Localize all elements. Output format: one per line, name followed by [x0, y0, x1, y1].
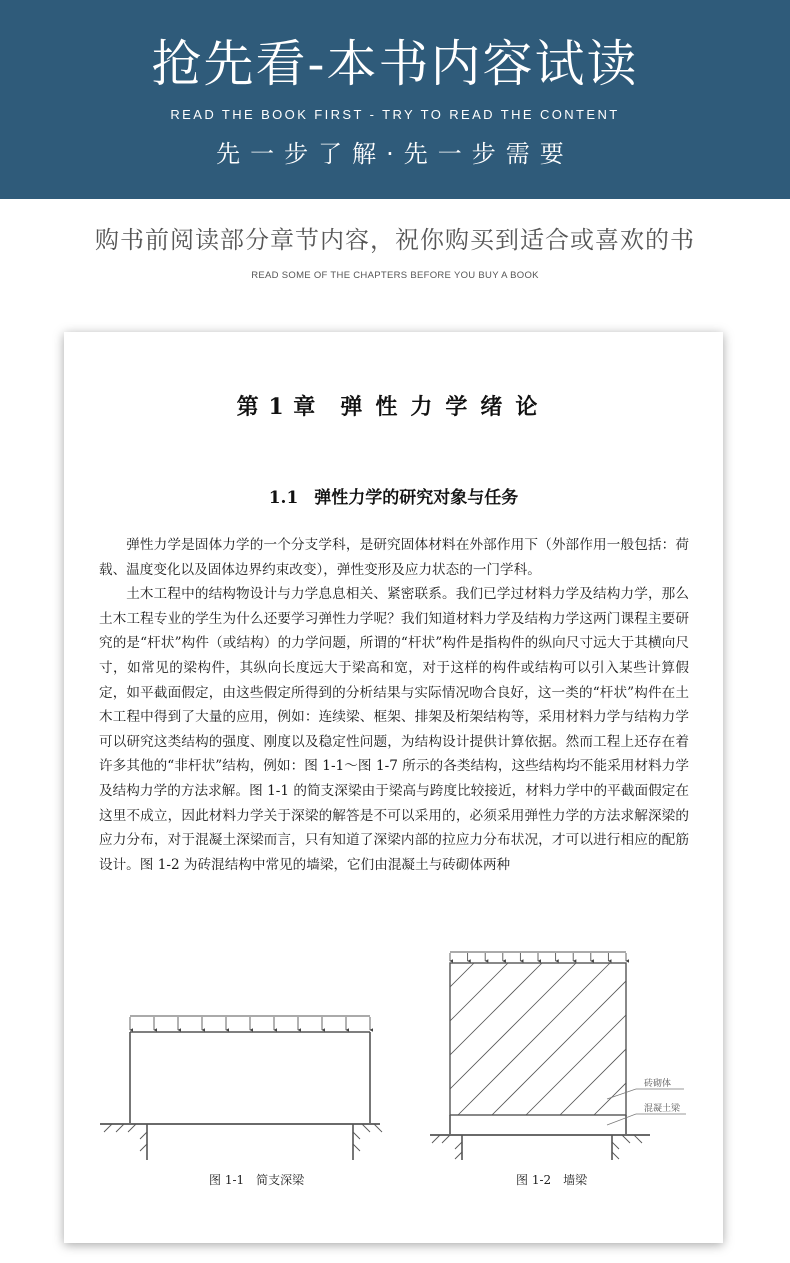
banner-subtitle-en: READ THE BOOK FIRST - TRY TO READ THE CONTENT [170, 107, 620, 122]
section-number: 1.1 [268, 488, 299, 508]
label-masonry: 砖砌体 [644, 1079, 672, 1089]
intro-subline: READ SOME OF THE CHAPTERS BEFORE YOU BUY A BOOK [251, 270, 539, 281]
paragraph: 土木工程中的结构物设计与力学息息相关、紧密联系。我们已学过材料力学及结构力学，那么土木工程专业的学生为什么还要学习弹性力学呢？我们知道材料力学及结构力学这两门课程主要研究的是“杆状”构件（或结构）的力学问题，所谓的“杆状”构件是指构件的纵向尺寸远大于其横向尺寸，如常见的梁构件，其纵向长度远大于梁高和宽，对于这样的构件或结构可以引入某些计算假定，如平截面假定，由这些假定所得到的分析结果与实际情况吻合良好，这一类的“杆状”构件在土木工程中得到了大量的应用，例如：连续梁、框架、排架及桁架结构等，采用材料力学与结构力学可以研究这类结构的强度、刚度以及稳定性问题，为结构设计提供计算依据。然而工程上还存在着许多其他的“非杆状”结构，例如：图 1-1～图 1-7 所示的各类结构，这些结构均不能采用材料力学及结构力学的方法求解。图 1-1 的简支深梁由于梁高与跨度比较接近，材料力学中的平截面假定在这里不成立，因此材料力学关于深梁的解答是不可以采用的，必须采用弹性力学的方法求解深梁的应力分布，对于混凝土深梁而言，只有知道了深梁内部的拉应力分布状况，才可以进行相应的配筋设计。图 1-2 为砖混结构中常见的墙梁，它们由混凝土与砖砌体两种 [99, 586, 689, 873]
label-concrete-beam: 混凝土梁 [644, 1104, 681, 1114]
header-banner [0, 0, 790, 199]
figure-1-2-caption: 图 1-2 墙梁 [516, 1173, 588, 1187]
intro-headline: 购书前阅读部分章节内容，祝你购买到适合或喜欢的书 [95, 226, 695, 254]
book-page-preview [64, 332, 723, 1243]
paragraph: 弹性力学是固体力学的一个分支学科，是研究固体材料在外部作用下（外部作用一般包括：荷载、温度变化以及固体边界约束改变），弹性变形及应力状态的一门学科。 [99, 537, 689, 578]
figure-1-2-wall-beam [430, 952, 723, 1160]
figure-1-1-caption: 图 1-1 简支深梁 [209, 1173, 305, 1187]
chapter-number: 第 1 章 [236, 394, 317, 420]
section-name: 弹性力学的研究对象与任务 [314, 488, 519, 508]
chapter-name: 弹性力学绪论 [340, 394, 551, 420]
banner-title: 抢先看-本书内容试读 [151, 35, 639, 93]
banner-subtitle-cn: 先一步了解·先一步需要 [216, 140, 574, 168]
figure-diagrams [64, 332, 723, 1243]
figure-1-1-deep-beam [100, 1016, 382, 1160]
